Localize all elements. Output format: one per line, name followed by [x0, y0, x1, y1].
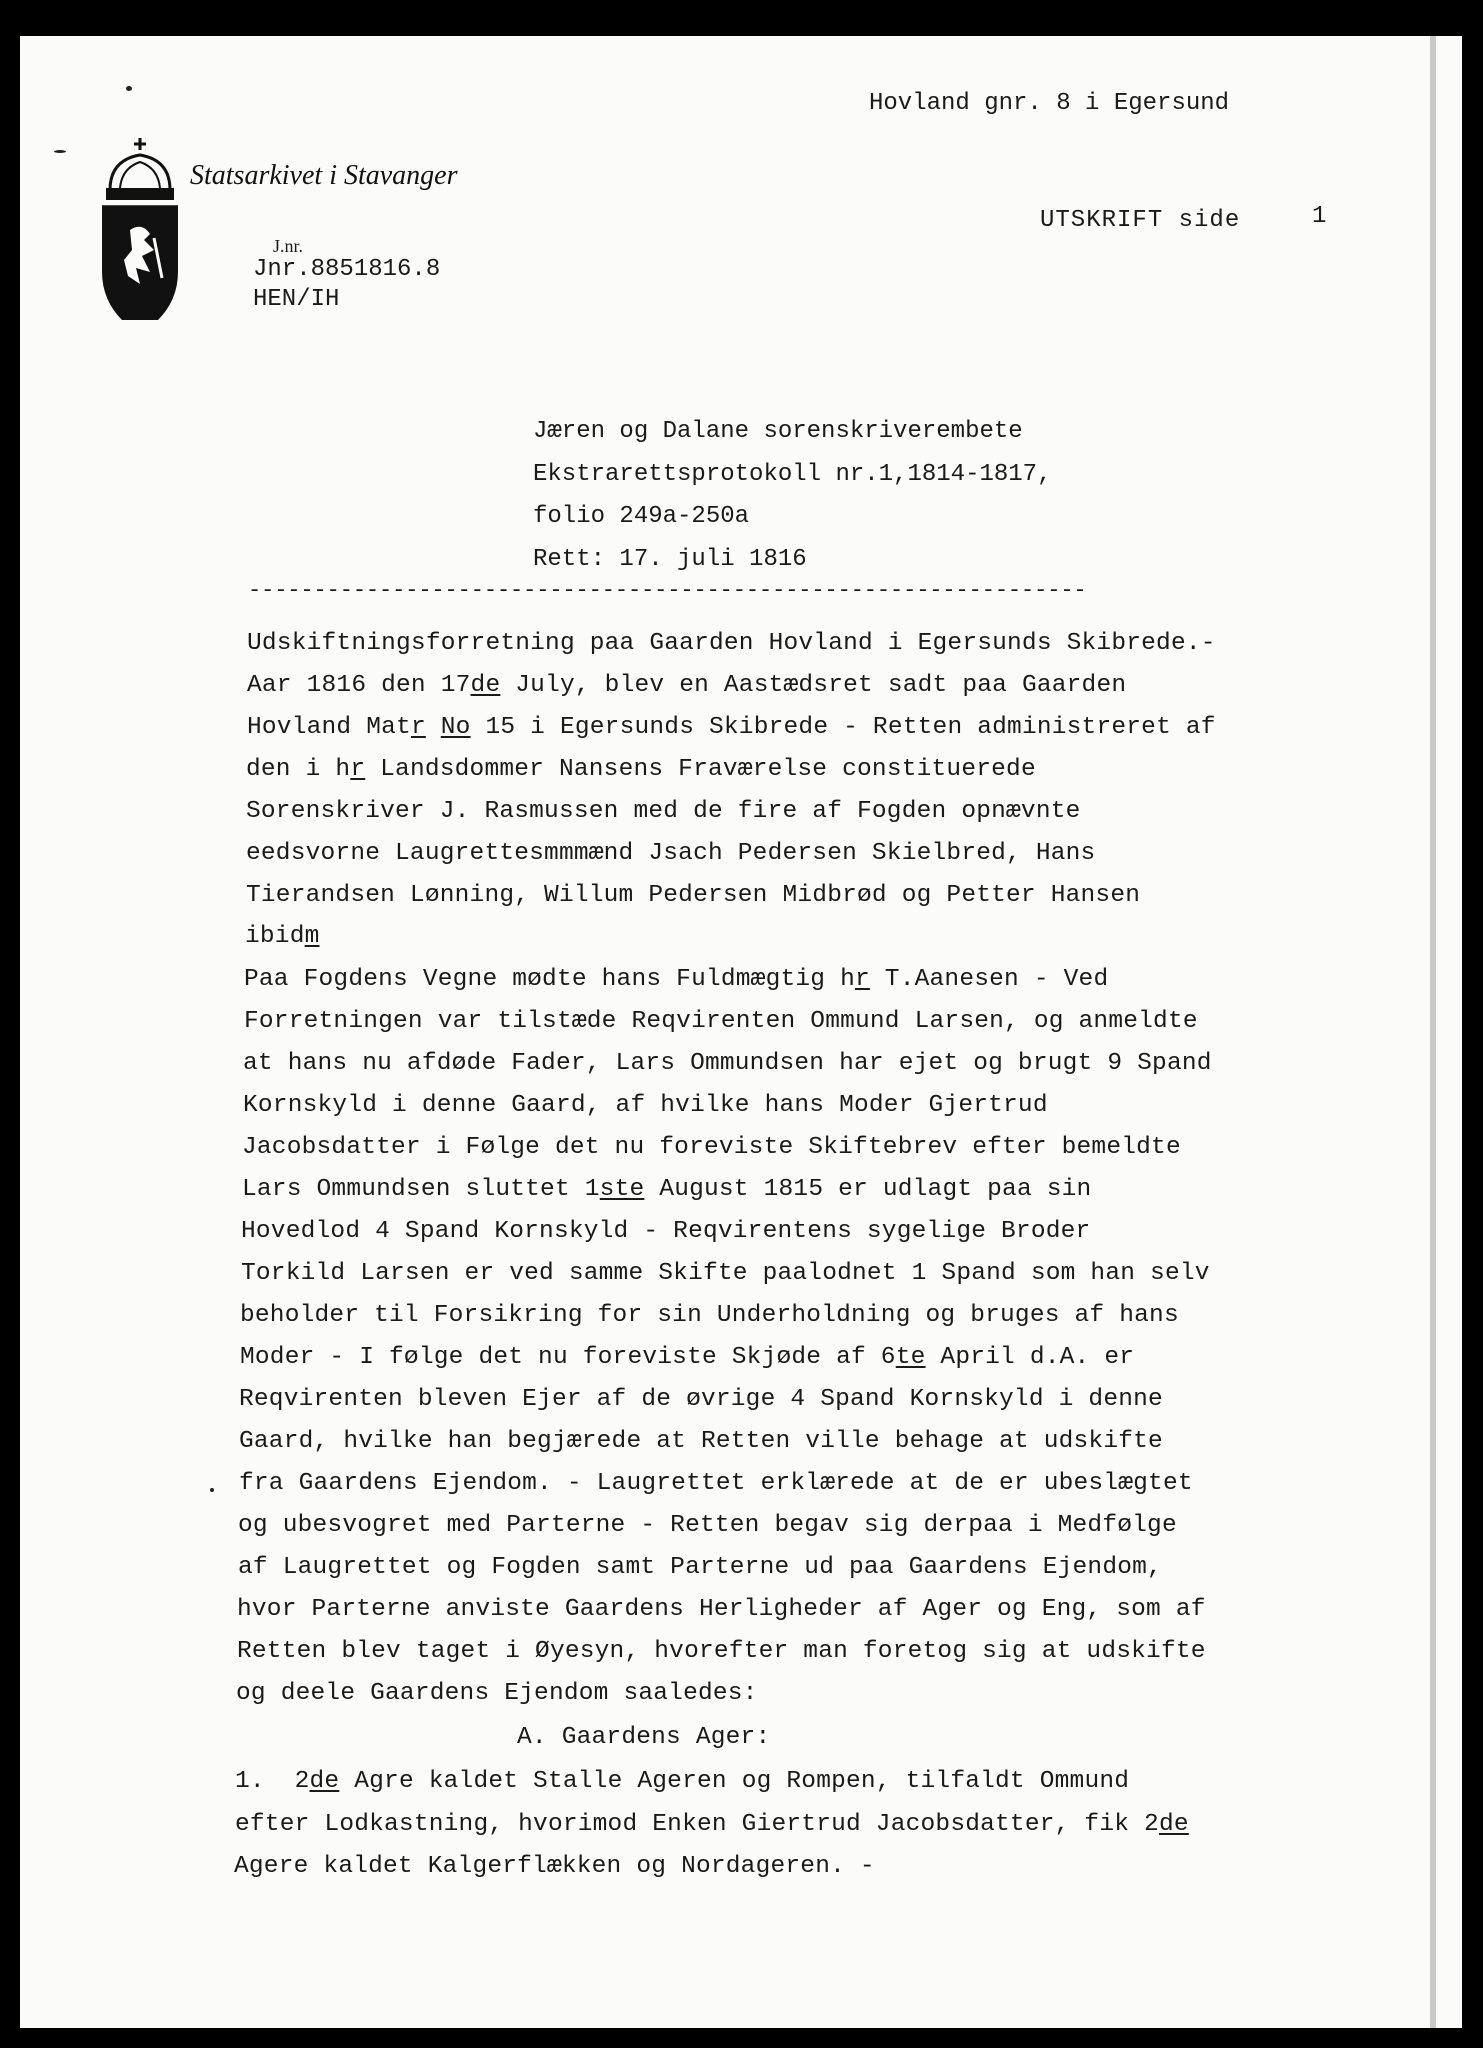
superscript-run: r — [350, 756, 366, 783]
body-line-2 — [247, 672, 1126, 699]
text-run: Moder - I følge det nu foreviste Skjøde af 6 — [240, 1344, 896, 1371]
text-run: T.Aanesen - Ved — [869, 966, 1109, 993]
coat-of-arms-icon — [80, 100, 200, 320]
body-line-30: Agere kaldet Kalgerflækken og Nordageren. - — [234, 1853, 875, 1880]
body-line-3 — [247, 714, 1216, 741]
source-line-1: Jæren og Dalane sorenskriverembete — [533, 418, 1023, 445]
initials: HEN/IH — [253, 286, 340, 313]
text-run: 1. 2 — [235, 1768, 310, 1795]
text-run: Agre kaldet Stalle Ageren og Rompen, tilfaldt Ommund — [339, 1768, 1130, 1795]
body-line-25: Retten blev taget i Øyesyn, hvorefter man foretog sig at udskifte — [237, 1638, 1206, 1665]
text-run: ibid — [245, 923, 305, 950]
body-line-15: Hovedlod 4 Spand Kornskyld - Reqvirentens sygelige Broder — [241, 1218, 1091, 1245]
body-line-17: beholder til Forsikring for sin Underholdning og bruges af hans — [240, 1302, 1179, 1329]
property-reference: Hovland gnr. 8 i Egersund — [869, 90, 1230, 117]
superscript-run: r — [410, 714, 426, 741]
text-run: Paa Fogdens Vegne mødte hans Fuldmægtig h — [244, 966, 855, 993]
text-run: July, blev en Aastædsret sadt paa Gaarden — [500, 672, 1127, 699]
text-run: Hovland Mat — [247, 714, 411, 741]
body-line-20: Gaard, hvilke han begjærede at Retten ville behage at udskifte — [239, 1428, 1163, 1455]
text-run: Lars Ommundsen sluttet 1 — [242, 1176, 600, 1203]
utskrift-label: UTSKRIFT side — [1040, 207, 1241, 234]
superscript-run: de — [309, 1768, 340, 1795]
body-line-10: Forretningen var tilstæde Reqvirenten Ommund Larsen, og anmeldte — [244, 1008, 1198, 1035]
archive-name: Statsarkivet i Stavanger — [190, 160, 458, 191]
divider-line: ---------------------------------------------------------------- — [248, 578, 1087, 603]
body-line-24: hvor Parterne anviste Gaardens Herligheder af Ager og Eng, som af — [237, 1596, 1206, 1623]
text-run: 15 i Egersunds Skibrede - Retten administreret af — [470, 714, 1216, 741]
text-run: Landsdommer Nansens Fraværelse constituerede — [365, 756, 1036, 783]
section-heading: A. Gaardens Ager: — [517, 1724, 771, 1751]
body-line-6: eedsvorne Laugrettesmmmænd Jsach Pedersen Skielbred, Hans — [246, 840, 1096, 867]
body-line-22: og ubesvogret med Parterne - Retten begav sig derpaa i Medfølge — [238, 1512, 1177, 1539]
text-run: August 1815 er udlagt paa sin — [644, 1176, 1092, 1203]
source-line-2: Ekstrarettsprotokoll nr.1,1814-1817, — [533, 461, 1052, 488]
body-line-19: Reqvirenten bleven Ejer af de øvrige 4 Spand Kornskyld i denne — [239, 1386, 1163, 1413]
body-line-21: fra Gaardens Ejendom. - Laugrettet erklærede at de er ubeslægtet — [239, 1470, 1193, 1497]
body-line-7: Tierandsen Lønning, Willum Pedersen Midbrød og Petter Hansen — [246, 882, 1141, 909]
body-line-14 — [242, 1176, 1091, 1203]
superscript-run: m — [304, 923, 320, 950]
body-line-1: Udskiftningsforretning paa Gaarden Hovland i Egersunds Skibrede.- — [247, 630, 1216, 657]
body-line-13: Jacobsdatter i Følge det nu foreviste Skiftebrev efter bemeldte — [242, 1134, 1181, 1161]
body-line-18 — [240, 1344, 1134, 1371]
body-line-16: Torkild Larsen er ved samme Skifte paalodnet 1 Spand som han selv — [241, 1260, 1210, 1287]
source-line-3: folio 249a-250a — [533, 503, 750, 530]
body-line-23: af Laugrettet og Fogden samt Parterne ud paa Gaardens Ejendom, — [238, 1554, 1162, 1581]
superscript-run: ste — [599, 1176, 645, 1203]
body-line-11: at hans nu afdøde Fader, Lars Ommundsen har ejet og brugt 9 Spand — [243, 1050, 1212, 1077]
body-line-12: Kornskyld i denne Gaard, af hvilke hans Moder Gjertrud — [243, 1092, 1048, 1119]
superscript-run: No — [440, 714, 471, 741]
page-number: 1 — [1312, 203, 1327, 230]
margin-speck — [210, 1488, 214, 1492]
margin-speck — [126, 86, 132, 91]
superscript-run: te — [895, 1344, 926, 1371]
body-line-28 — [235, 1768, 1129, 1795]
margin-speck — [54, 150, 66, 153]
body-line-8 — [245, 923, 320, 950]
source-line-4: Rett: 17. juli 1816 — [533, 546, 807, 573]
text-run: efter Lodkastning, hvorimod Enken Giertrud Jacobsdatter, fik 2 — [235, 1811, 1159, 1838]
text-run — [426, 714, 441, 741]
text-run: April d.A. er — [925, 1344, 1135, 1371]
body-line-29 — [235, 1811, 1189, 1838]
journal-number: Jnr.8851816.8 — [253, 256, 441, 283]
text-run: Aar 1816 den 17 — [247, 672, 471, 699]
body-line-9 — [244, 966, 1108, 993]
text-run: den i h — [246, 756, 351, 783]
superscript-run: de — [1158, 1811, 1189, 1838]
body-line-26: og deele Gaardens Ejendom saaledes: — [236, 1680, 758, 1707]
superscript-run: de — [470, 672, 501, 699]
page-edge — [1430, 36, 1436, 2028]
body-line-5: Sorenskriver J. Rasmussen med de fire af Fogden opnævnte — [246, 798, 1081, 825]
body-line-4 — [246, 756, 1036, 783]
jnr-label: J.nr. — [273, 236, 304, 256]
superscript-run: r — [855, 966, 870, 993]
